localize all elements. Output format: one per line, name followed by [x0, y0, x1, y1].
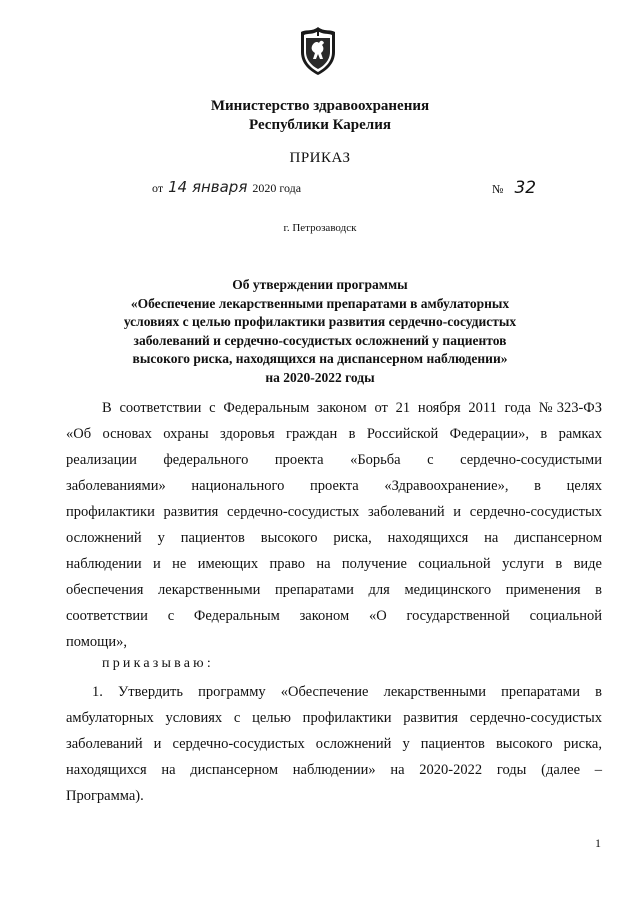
preamble-line: обеспечения лекарственными препаратами для медицинского применения в — [66, 582, 602, 598]
preamble-line: помощи», — [66, 634, 127, 650]
preamble-line: реализации федерального проекта «Борьба с сердечно-сосудистыми — [66, 452, 602, 468]
ministry-name-line2: Республики Карелия — [249, 117, 391, 133]
date-suffix: 2020 года — [252, 181, 302, 195]
preamble-paragraph — [66, 395, 602, 655]
item-line: 1. Утвердить программу «Обеспечение лекарственными препаратами в — [92, 684, 602, 700]
preamble-line: осложнений у пациентов высокого риска, находящихся на диспансерном — [66, 530, 602, 546]
item-line: находящихся на диспансерном наблюдении» на 2020-2022 годы (далее – — [66, 762, 602, 778]
date-prefix: от — [152, 181, 164, 195]
page-number: 1 — [595, 836, 601, 850]
ministry-name-line1: Министерство здравоохранения — [210, 98, 430, 114]
document-type-title: ПРИКАЗ — [289, 150, 351, 166]
preamble-line: В соответствии с Федеральным законом от 21 ноября 2011 года №323-ФЗ — [102, 400, 602, 416]
number-label: № — [492, 182, 504, 196]
preamble-line: заболеваниями» национального проекта «Здравоохранение», в целях — [66, 478, 602, 494]
order-subject — [0, 276, 640, 387]
preamble-line: наблюдении и не имеющих право на получение социальной услуги в виде — [66, 556, 602, 572]
preamble-line: соответствии с Федеральным законом «О государственной социальной — [66, 608, 602, 624]
city-name: г. Петрозаводск — [283, 222, 357, 234]
subject-line: «Обеспечение лекарственными препаратами в амбулаторных — [130, 295, 510, 311]
order-number — [492, 178, 536, 198]
preamble-line: профилактики развития сердечно-сосудистых заболеваний и сердечно-сосудистых — [66, 504, 602, 520]
item-line: заболеваний и сердечно-сосудистых осложнений у пациентов высокого риска, — [66, 736, 602, 752]
subject-line: заболеваний и сердечно-сосудистых осложнений у пациентов — [133, 332, 507, 348]
subject-line: Об утверждении программы — [232, 277, 408, 292]
item-line: амбулаторных условиях с целью профилактики развития сердечно-сосудистых — [66, 710, 602, 726]
item-1-paragraph — [66, 679, 602, 809]
preamble-line: «Об основах охраны здоровья граждан в Российской Федерации», в рамках — [66, 426, 602, 442]
subject-line: условиях с целью профилактики развития сердечно-сосудистых — [123, 314, 517, 329]
karelia-coat-of-arms-icon — [298, 26, 338, 76]
handwritten-date: 14 января — [168, 178, 248, 196]
item-line: Программа). — [66, 788, 144, 804]
order-date — [152, 178, 301, 196]
subject-line: высокого риска, находящихся на диспансерном наблюдении» — [132, 351, 508, 366]
handwritten-number: 32 — [514, 178, 537, 198]
subject-line: на 2020-2022 годы — [265, 369, 375, 385]
order-directive: приказываю: — [102, 656, 214, 671]
